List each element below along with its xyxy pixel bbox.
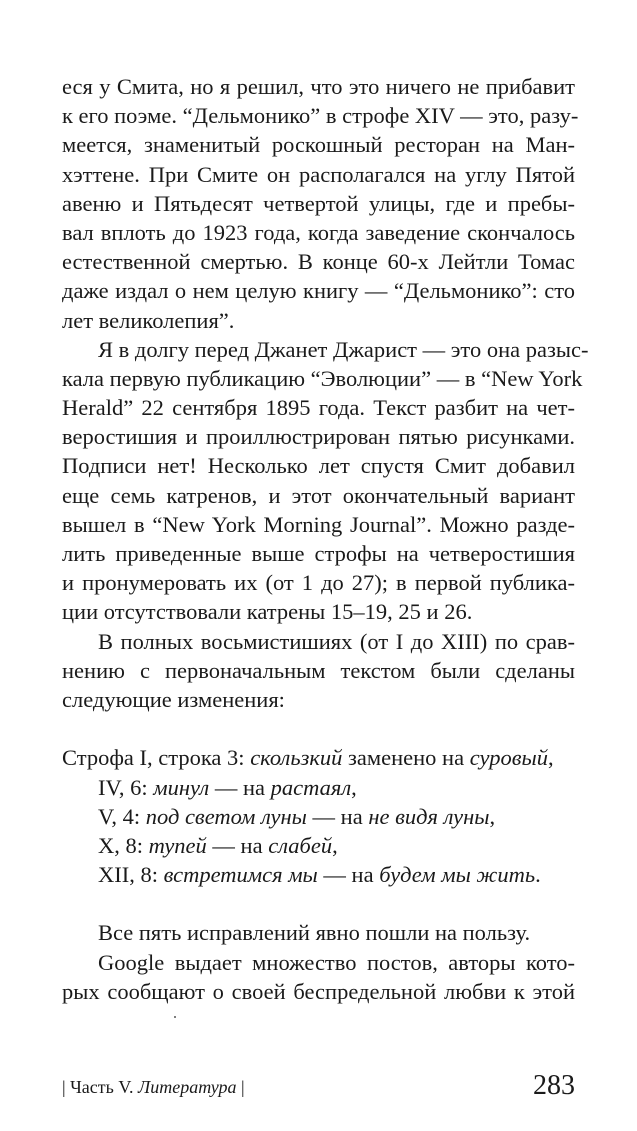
- text-line: Все пять исправлений явно пошли на пользу.: [98, 920, 531, 946]
- text-line: вал вплоть до 1923 года, когда заведение скончалось: [62, 219, 575, 245]
- change-end: ,: [351, 774, 357, 800]
- change-end: .: [535, 862, 541, 888]
- text-line: хэттене. При Смите он располагался на углу Пятой: [62, 161, 575, 187]
- change-location: Строфа I, строка 3:: [62, 745, 251, 771]
- print-speck: [174, 1016, 176, 1018]
- change-connector: — на: [209, 774, 271, 800]
- text-line: меется, знаменитый роскошный ресторан на Ман-: [62, 132, 575, 158]
- text-line: ции отсутствовали катрены 15–19, 25 и 26.: [62, 599, 473, 625]
- text-line: еще семь катренов, и этот окончательный вариант: [62, 482, 575, 508]
- text-line: Я в долгу перед Джанет Джарист — это она разыс-: [98, 336, 589, 362]
- text-line: Google выдает множество постов, авторы кото-: [98, 949, 575, 975]
- change-location: V, 4:: [98, 803, 146, 829]
- text-line: нению с первоначальным текстом были сделаны: [62, 657, 575, 683]
- old-word: тупей: [148, 832, 207, 858]
- new-word: будем мы жить: [379, 862, 536, 888]
- new-word: суровый: [469, 745, 548, 771]
- text-line: В полных восьмистишиях (от I до XIII) по срав-: [98, 628, 575, 654]
- page-footer: [62, 1066, 575, 1102]
- blank-line: [62, 889, 575, 918]
- change-item: [62, 831, 575, 860]
- running-head-suffix: |: [236, 1077, 245, 1097]
- text-line: вышел в “New York Morning Journal”. Можно разде-: [62, 511, 575, 537]
- blank-line: [62, 714, 575, 743]
- old-word: встретимся мы: [163, 862, 318, 888]
- new-word: слабей: [268, 832, 333, 858]
- text-line: кала первую публикацию “Эволюции” — в “New York: [62, 365, 583, 391]
- change-end: ,: [489, 803, 496, 829]
- text-line: к его поэме. “Дельмонико” в строфе XIV — это, разу-: [62, 103, 579, 129]
- change-connector: — на: [317, 862, 380, 888]
- changes-list: [62, 743, 575, 889]
- paragraph: [62, 627, 575, 715]
- change-connector: — на: [206, 832, 269, 858]
- change-connector: заменено на: [342, 745, 470, 771]
- text-line: рых сообщают о своей беспредельной любви к этой: [62, 978, 575, 1004]
- paragraph: [62, 335, 589, 627]
- running-head-title: Литература: [138, 1077, 237, 1097]
- text-line: естественной смертью. В конце 60-х Лейтли Томас: [62, 249, 575, 275]
- change-connector: — на: [306, 803, 369, 829]
- text-line: даже издал о нем целую книгу — “Дельмонико”: сто: [62, 278, 575, 304]
- change-item: [62, 743, 575, 772]
- change-location: IV, 6:: [98, 774, 154, 800]
- text-line: следующие изменения:: [62, 686, 285, 712]
- page-number: 283: [533, 1070, 575, 1101]
- text-line: Herald” 22 сентября 1895 года. Текст разбит на чет-: [62, 395, 575, 421]
- paragraph: [62, 72, 579, 335]
- old-word: под светом луны: [145, 803, 307, 829]
- old-word: минул: [153, 774, 210, 800]
- running-head: [62, 1077, 245, 1098]
- change-item: [62, 773, 575, 802]
- old-word: скользкий: [250, 745, 343, 771]
- text-line: веростишия и проиллюстрирован пятью рисунками.: [62, 424, 575, 450]
- text-line: лить приведенные выше строфы на четверостишия: [62, 541, 575, 566]
- text-line: и пронумеровать их (от 1 до 27); в первой публика-: [62, 570, 575, 596]
- change-item: [62, 860, 575, 889]
- paragraph: [62, 918, 575, 947]
- text-line: лет великолепия”.: [62, 307, 235, 333]
- new-word: растаял: [270, 774, 352, 800]
- new-word: не видя луны: [368, 803, 490, 829]
- paragraph: [62, 948, 575, 1006]
- text-line: Подписи нет! Несколько лет спустя Смит добавил: [62, 453, 575, 479]
- change-location: X, 8:: [98, 832, 149, 858]
- text-line: еся у Смита, но я решил, что это ничего не прибавит: [62, 74, 575, 99]
- change-end: ,: [332, 832, 338, 858]
- text-line: авеню и Пятьдесят четвертой улицы, где и пребы-: [62, 190, 575, 216]
- page-body: [62, 72, 589, 1006]
- running-head-prefix: | Часть V.: [62, 1077, 139, 1097]
- change-item: [62, 802, 575, 831]
- change-location: XII, 8:: [98, 862, 164, 888]
- change-end: ,: [548, 745, 554, 771]
